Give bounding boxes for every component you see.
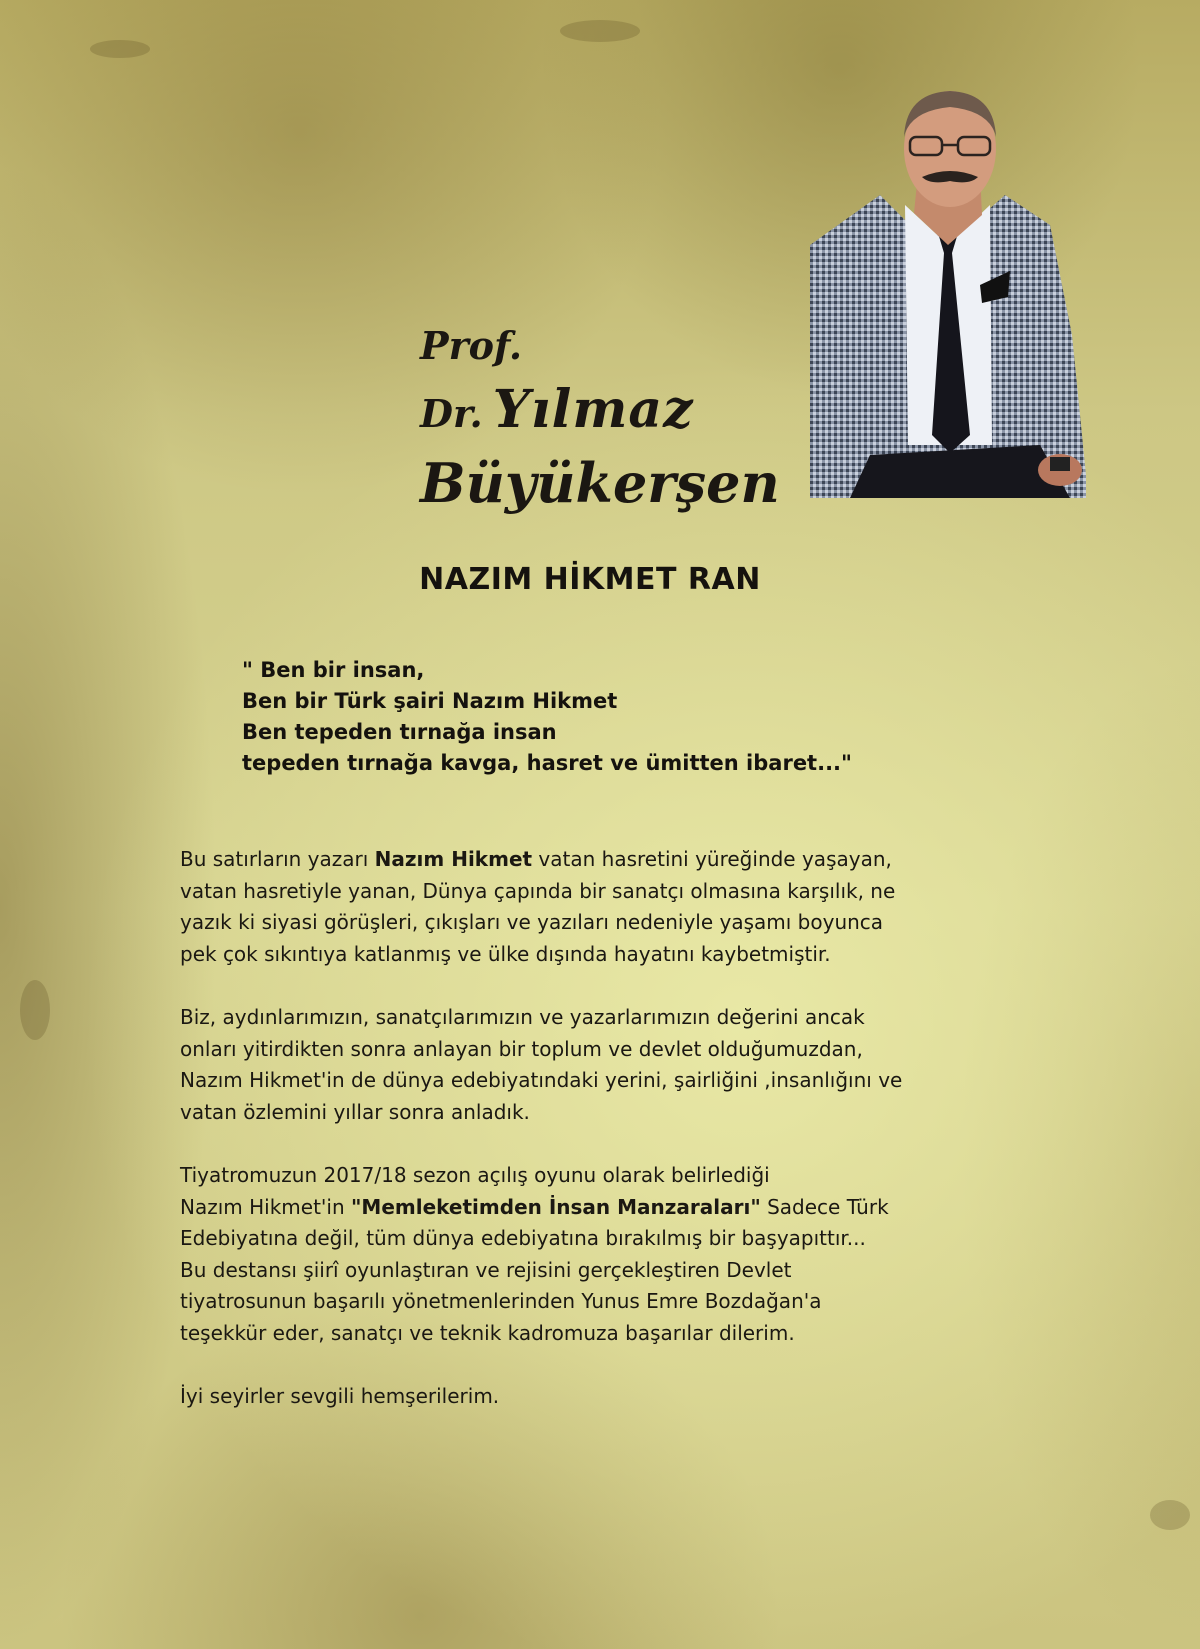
page-title: NAZIM HİKMET RAN <box>419 562 761 597</box>
text-line: tiyatrosunun başarılı yönetmenlerinden Yunus Emre Bozdağan'a <box>180 1289 822 1314</box>
closing-line: İyi seyirler sevgili hemşerilerim. <box>180 1384 500 1409</box>
poem-quote <box>242 655 852 779</box>
text-line: Nazım Hikmet'in "Memleketimden İnsan Manzaraları" Sadece Türk <box>180 1194 889 1219</box>
paper-stain <box>20 980 50 1040</box>
poem-line: Ben tepeden tırnağa insan <box>242 720 557 744</box>
poem-line: Ben bir Türk şairi Nazım Hikmet <box>242 689 618 713</box>
paragraph-reflection <box>180 1002 940 1128</box>
text-line: Edebiyatına değil, tüm dünya edebiyatına bırakılmış bir başyapıttır... <box>180 1226 866 1251</box>
text-line: Nazım Hikmet'in de dünya edebiyatındaki yerini, şairliğini ,insanlığını ve <box>180 1068 903 1093</box>
text-line: pek çok sıkıntıya katlanmış ve ülke dışında hayatını kaybetmiştir. <box>180 941 831 966</box>
author-title: Prof. Dr. <box>420 323 523 436</box>
text-line: Bu satırların yazarı Nazım Hikmet vatan hasretini yüreğinde yaşayan, <box>180 847 892 871</box>
paper-stain <box>1150 1500 1190 1530</box>
bold-name: Nazım Hikmet <box>374 847 533 871</box>
paragraph-intro <box>180 844 940 970</box>
text-line: Biz, aydınlarımızın, sanatçılarımızın ve yazarlarımızın değerini ancak <box>180 1004 865 1029</box>
author-first-name: Yılmaz <box>492 379 694 440</box>
text-line: Tiyatromuzun 2017/18 sezon açılış oyunu olarak belirlediği <box>180 1162 770 1187</box>
poem-line: " Ben bir insan, <box>242 658 425 682</box>
paper-stain <box>90 40 150 58</box>
bold-play-title: "Memleketimden İnsan Manzaraları" <box>351 1194 761 1219</box>
author-portrait <box>810 85 1086 498</box>
paragraph-season <box>180 1160 940 1350</box>
text-line: vatan hasretiyle yanan, Dünya çapında bir sanatçı olmasına karşılık, ne <box>180 878 896 903</box>
author-name <box>420 318 790 516</box>
text-line: vatan özlemini yıllar sonra anladık. <box>180 1099 530 1124</box>
paper-stain <box>560 20 640 42</box>
author-last-name: Büyükerşen <box>420 451 780 515</box>
text-line: onları yitirdikten sonra anlayan bir toplum ve devlet olduğumuzdan, <box>180 1036 863 1061</box>
text-line: yazık ki siyasi görüşleri, çıkışları ve yazıları nedeniyle yaşamı boyunca <box>180 910 884 935</box>
text-line: teşekkür eder, sanatçı ve teknik kadromuza başarılar dilerim. <box>180 1320 795 1345</box>
text-line: Bu destansı şiirî oyunlaştıran ve rejisini gerçekleştiren Devlet <box>180 1257 792 1282</box>
poem-line: tepeden tırnağa kavga, hasret ve ümitten ibaret..." <box>242 751 852 775</box>
letter-body <box>180 844 940 1444</box>
